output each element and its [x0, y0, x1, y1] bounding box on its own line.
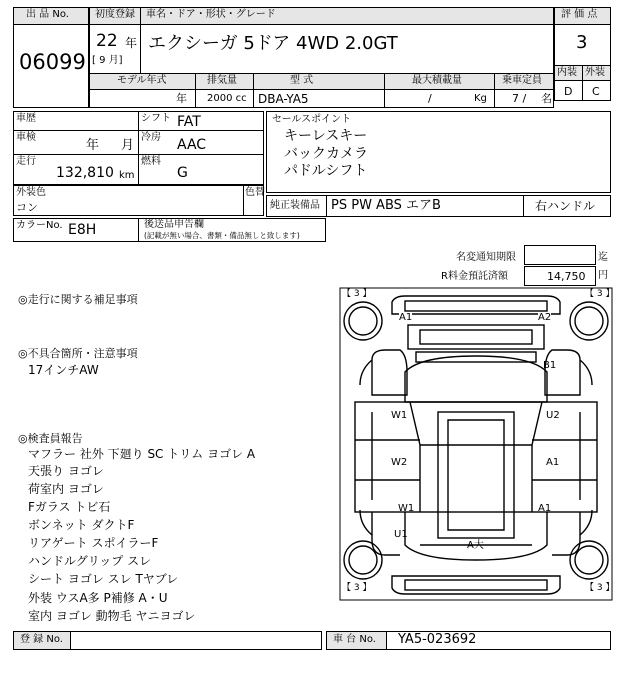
- inspector-item: リアゲート スポイラーF: [28, 536, 159, 550]
- driving-notes-title: ◎走行に関する補足事項: [18, 293, 138, 306]
- color-no-value: E8H: [68, 222, 97, 238]
- lot-label: 出 品 No.: [26, 9, 69, 20]
- mileage-unit: km: [119, 170, 135, 181]
- max-load-unit: Kg: [474, 93, 487, 104]
- model-year-label: モデル年式: [117, 75, 167, 86]
- max-load-slash: /: [428, 92, 432, 105]
- shift-label: シフト: [141, 113, 171, 124]
- damage-mark-rear-door-left: W2: [391, 457, 408, 468]
- inspector-item: ボンネット ダクトF: [28, 518, 135, 532]
- ext-color-value: コン: [16, 201, 38, 214]
- first-reg-label: 初度登録: [95, 9, 135, 20]
- inspector-item: マフラー 社外 下廻り SC トリム ヨゴレ A: [28, 447, 256, 461]
- defect-notes-title: ◎不具合箇所・注意事項: [18, 347, 138, 360]
- shaken-year-unit: 年: [86, 138, 100, 153]
- inspector-item: シート ヨゴレ スレ Tヤブレ: [28, 572, 179, 586]
- exterior-grade: C: [592, 85, 600, 98]
- type-label: 型 式: [290, 75, 314, 86]
- inspector-item: 荷室内 ヨゴレ: [28, 482, 104, 496]
- ac-value: AAC: [177, 137, 207, 153]
- name-change-label: 名変通知期限: [456, 252, 516, 263]
- damage-mark-front-door-right: U2: [546, 410, 560, 421]
- damage-mark-rear-gate: A大: [467, 540, 484, 551]
- docs-note: (記載が無い場合、書類・備品無しと致します): [144, 231, 300, 240]
- model-year-unit: 年: [176, 92, 187, 105]
- sales-point: パドルシフト: [284, 163, 368, 179]
- recycle-label: R料金預託済額: [441, 271, 508, 282]
- ac-label: 冷房: [141, 132, 161, 143]
- defect-item: 17インチAW: [28, 363, 99, 377]
- inspector-item: Fガラス トビ石: [28, 500, 111, 514]
- inspector-report-title: ◎検査員報告: [18, 432, 83, 445]
- sales-label: セールスポイント: [272, 114, 352, 125]
- inspector-item: 外装 ウスA多 P補修 A・U: [28, 591, 168, 605]
- inspector-item: ハンドルグリップ スレ: [28, 554, 152, 568]
- damage-mark-rear-quarter-left-2: U1: [394, 529, 408, 540]
- recycle-unit: 円: [598, 270, 608, 281]
- displacement-label: 排気量: [207, 75, 237, 86]
- ext-color-label: 外装色: [16, 187, 46, 198]
- displacement-value: 2000 cc: [207, 93, 247, 104]
- mileage-label: 走行: [16, 156, 36, 167]
- shaken-month-unit: 月: [121, 138, 135, 153]
- repaint-label: 色替: [245, 187, 265, 198]
- corner-label-bottom-right: 【 3 】: [585, 583, 615, 593]
- name-change-unit: 迄: [598, 252, 608, 263]
- damage-mark-front-door-left: W1: [391, 410, 408, 421]
- vehicle-name: エクシーガ 5ドア 4WD 2.0GT: [148, 33, 398, 54]
- history-label: 車歴: [16, 113, 36, 124]
- damage-mark-front-right: B1: [543, 360, 557, 371]
- fuel-label: 燃料: [141, 156, 161, 167]
- recycle-value: 14,750: [547, 270, 586, 283]
- corner-label-top-left: 【 3 】: [342, 289, 372, 299]
- handle-value: 右ハンドル: [535, 199, 596, 213]
- reg-no-label: 登 録 No.: [20, 634, 63, 645]
- year-unit: 年: [125, 36, 138, 50]
- docs-label: 後送品申告欄: [144, 219, 204, 230]
- sales-point: バックカメラ: [284, 146, 368, 162]
- corner-label-bottom-left: 【 3 】: [342, 583, 372, 593]
- exterior-label: 外装: [585, 67, 605, 78]
- type-value: DBA-YA5: [258, 92, 309, 106]
- max-load-label: 最大積載量: [412, 75, 462, 86]
- damage-mark-rear-quarter-left: W1: [398, 503, 415, 514]
- equipment-label: 純正装備品: [270, 200, 320, 211]
- capacity-value: 7 /: [512, 92, 527, 105]
- inspector-item: 天張り ヨゴレ: [28, 464, 104, 478]
- equipment-value: PS PW ABS エアB: [331, 198, 441, 213]
- score-value: 3: [576, 32, 588, 53]
- first-reg-year: 22: [96, 31, 118, 51]
- interior-label: 内装: [557, 67, 577, 78]
- interior-grade: D: [564, 85, 573, 98]
- sales-point: キーレスキー: [284, 128, 368, 144]
- color-no-label: カラーNo.: [16, 220, 63, 231]
- mileage-value: 132,810: [56, 165, 114, 181]
- capacity-label: 乗車定員: [502, 75, 542, 86]
- fuel-value: G: [177, 165, 188, 181]
- shift-value: FAT: [177, 114, 201, 130]
- damage-mark-rear-door-right: A1: [546, 457, 560, 468]
- shaken-label: 車検: [16, 132, 36, 143]
- corner-label-top-right: 【 3 】: [585, 289, 615, 299]
- vehicle-label: 車名・ドア・形状・グレード: [146, 9, 276, 20]
- chassis-no-value: YA5-023692: [398, 632, 477, 647]
- damage-mark-front-bumper-right: A2: [538, 312, 552, 323]
- damage-mark-front-bumper-left: A1: [399, 312, 413, 323]
- inspector-item: 室内 ヨゴレ 動物毛 ヤニヨゴレ: [28, 609, 196, 623]
- chassis-no-label: 車 台 No.: [333, 634, 376, 645]
- first-reg-month: [ 9 月]: [92, 55, 123, 66]
- capacity-unit: 名: [541, 92, 552, 105]
- lot-number: 06099: [19, 50, 86, 74]
- score-label: 評 価 点: [561, 9, 598, 20]
- damage-mark-rear-quarter-right: A1: [538, 503, 552, 514]
